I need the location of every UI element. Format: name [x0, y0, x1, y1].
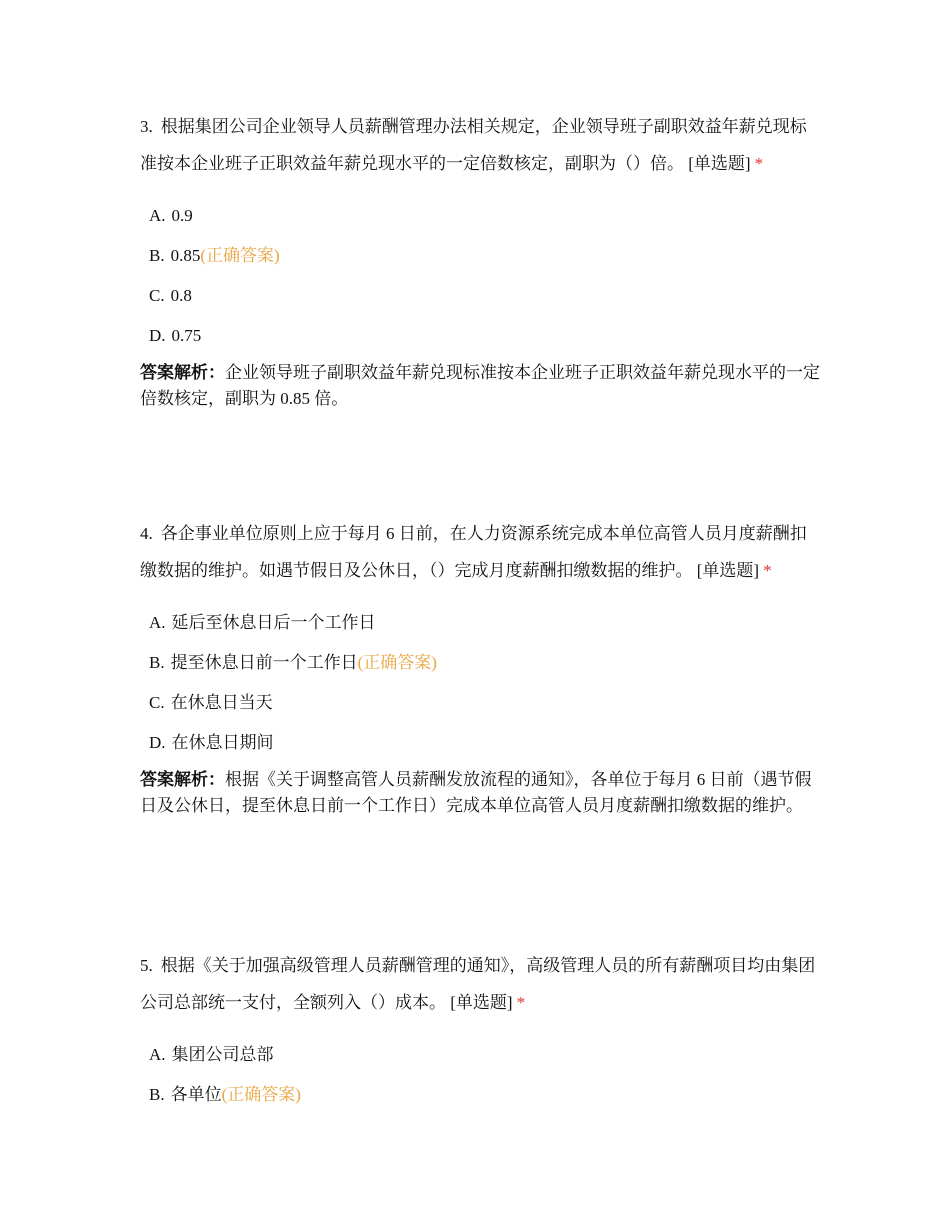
option-c[interactable] — [140, 683, 820, 723]
required-mark: * — [754, 154, 764, 173]
option-text: 各单位 — [170, 1085, 222, 1104]
option-list — [140, 196, 820, 356]
option-letter: D. — [149, 733, 166, 752]
correct-answer-tag: (正确答案) — [200, 246, 280, 265]
analysis-label: 答案解析： — [140, 770, 225, 789]
option-text: 提至休息日前一个工作日 — [170, 653, 358, 672]
option-letter: B. — [149, 653, 165, 672]
option-letter: A. — [149, 1045, 166, 1064]
option-text: 在休息日当天 — [170, 693, 273, 712]
option-d[interactable] — [140, 723, 820, 763]
option-text: 集团公司总部 — [171, 1045, 274, 1064]
answer-analysis — [140, 360, 820, 412]
option-list — [140, 1035, 820, 1115]
question-4 — [140, 515, 820, 819]
answer-analysis — [140, 767, 820, 819]
option-letter: B. — [149, 1085, 165, 1104]
question-type-tag: [单选题] — [696, 561, 760, 580]
required-mark: * — [763, 561, 772, 580]
option-text: 在休息日期间 — [171, 733, 274, 752]
option-d[interactable] — [140, 316, 820, 356]
question-5 — [140, 947, 820, 1115]
option-letter: A. — [149, 613, 166, 632]
question-text — [140, 515, 820, 589]
correct-answer-tag: (正确答案) — [221, 1085, 301, 1104]
question-type-tag: [单选题] — [450, 993, 513, 1012]
option-a[interactable] — [140, 1035, 820, 1075]
option-a[interactable] — [140, 603, 820, 643]
question-text — [140, 108, 820, 182]
question-body: 各企事业单位原则上应于每月 6 日前，在人力资源系统完成本单位高管人员月度薪酬扣缴数据的维护。如遇节假日及公休日，（）完成月度薪酬扣缴数据的维护。 — [140, 524, 807, 580]
option-letter: A. — [149, 206, 166, 225]
analysis-label: 答案解析： — [140, 363, 225, 382]
option-text: 延后至休息日后一个工作日 — [171, 613, 376, 632]
option-letter: C. — [149, 286, 165, 305]
option-b[interactable] — [140, 1075, 820, 1115]
option-letter: D. — [149, 326, 166, 345]
option-text: 0.9 — [171, 206, 193, 225]
question-number: 5. — [140, 956, 153, 975]
question-body: 根据《关于加强高级管理人员薪酬管理的通知》，高级管理人员的所有薪酬项目均由集团公司总部统一支付，全额列入（）成本。 — [140, 956, 816, 1012]
question-number: 3. — [140, 117, 153, 136]
option-text: 0.8 — [170, 286, 192, 305]
option-a[interactable] — [140, 196, 820, 236]
analysis-text: 根据《关于调整高管人员薪酬发放流程的通知》，各单位于每月 6 日前（遇节假日及公休日，提至休息日前一个工作日）完成本单位高管人员月度薪酬扣缴数据的维护。 — [140, 770, 812, 815]
question-body: 根据集团公司企业领导人员薪酬管理办法相关规定，企业领导班子副职效益年薪兑现标准按本企业班子正职效益年薪兑现水平的一定倍数核定，副职为（）倍。 — [140, 117, 807, 173]
required-mark: * — [516, 993, 526, 1012]
question-text — [140, 947, 820, 1021]
option-c[interactable] — [140, 276, 820, 316]
analysis-text: 企业领导班子副职效益年薪兑现标准按本企业班子正职效益年薪兑现水平的一定倍数核定，副职为 0.85 倍。 — [140, 363, 820, 408]
option-b[interactable] — [140, 643, 820, 683]
option-letter: B. — [149, 246, 165, 265]
question-type-tag: [单选题] — [688, 154, 751, 173]
option-text: 0.75 — [171, 326, 202, 345]
question-3 — [140, 108, 820, 412]
question-number: 4. — [140, 524, 153, 543]
option-text: 0.85 — [170, 246, 201, 265]
option-b[interactable] — [140, 236, 820, 276]
option-list — [140, 603, 820, 763]
option-letter: C. — [149, 693, 165, 712]
correct-answer-tag: (正确答案) — [357, 653, 437, 672]
